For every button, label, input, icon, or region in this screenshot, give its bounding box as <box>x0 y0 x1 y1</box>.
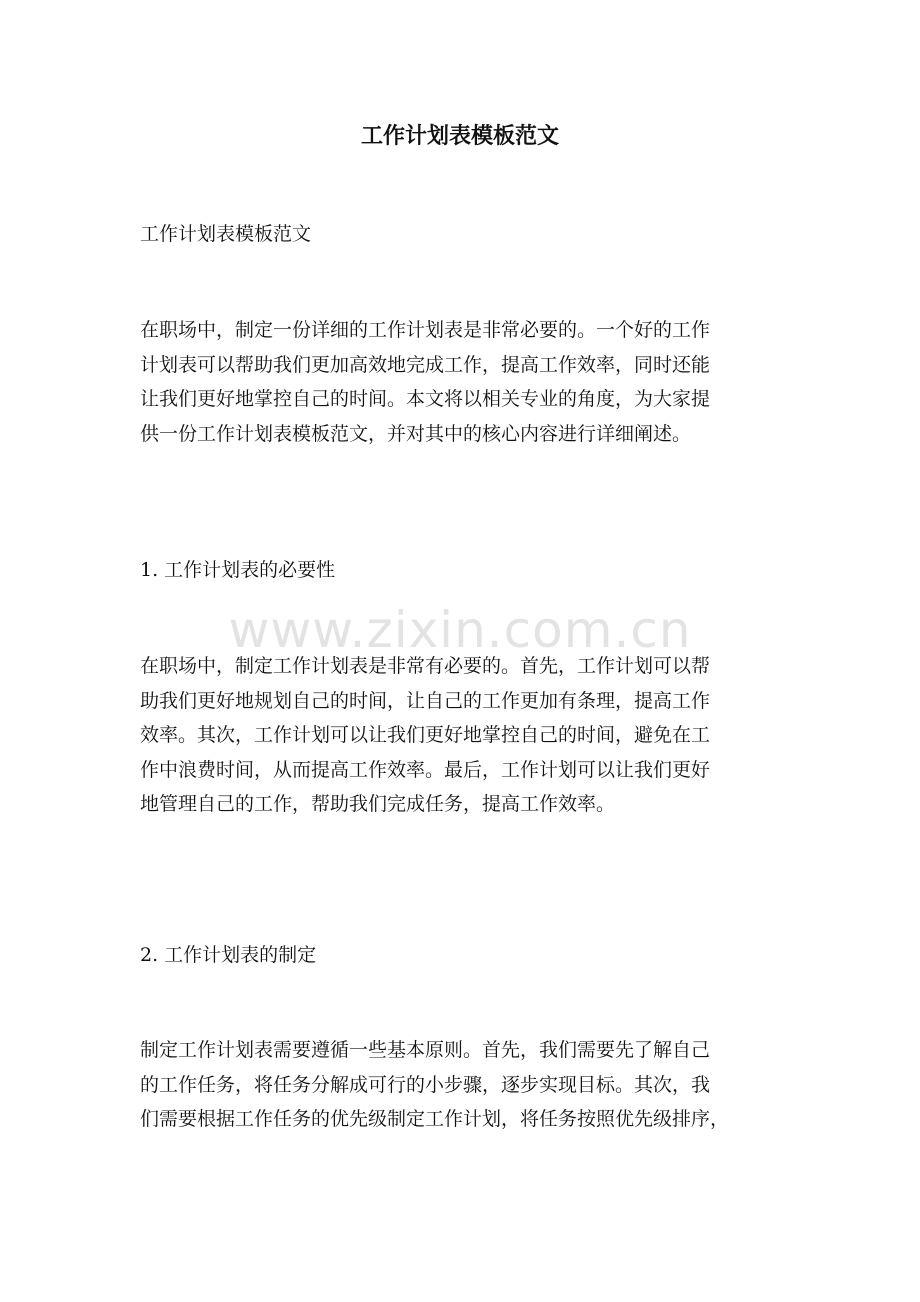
paragraph-line: 的工作任务，将任务分解成可行的小步骤，逐步实现目标。其次，我 <box>140 1073 711 1096</box>
paragraph-line: 计划表可以帮助我们更加高效地完成工作，提高工作效率，同时还能 <box>140 353 711 376</box>
section-1-paragraph <box>140 649 785 822</box>
paragraph-line: 在职场中，制定一份详细的工作计划表是非常必要的。一个好的工作 <box>140 319 711 341</box>
document-title: 工作计划表模板范文 <box>360 123 559 149</box>
paragraph-line: 地管理自己的工作，帮助我们完成任务，提高工作效率。 <box>140 793 616 815</box>
section-heading-2: 2. 工作计划表的制定 <box>140 944 317 966</box>
paragraph-line: 效率。其次，工作计划可以让我们更好地掌控自己的时间，避免在工 <box>140 724 711 746</box>
paragraph-line: 制定工作计划表需要遵循一些基本原则。首先，我们需要先了解自己 <box>140 1039 711 1061</box>
section-heading-1: 1. 工作计划表的必要性 <box>140 559 336 581</box>
paragraph-line: 供一份工作计划表模板范文，并对其中的核心内容进行详细阐述。 <box>140 422 692 445</box>
document-subtitle: 工作计划表模板范文 <box>140 223 312 245</box>
section-2-paragraph <box>140 1033 785 1137</box>
paragraph-line: 在职场中，制定工作计划表是非常有必要的。首先，工作计划可以帮 <box>140 655 711 677</box>
paragraph-line: 作中浪费时间，从而提高工作效率。最后，工作计划可以让我们更好 <box>140 758 711 781</box>
intro-paragraph <box>140 313 785 451</box>
watermark: www.zixin.com.cn <box>228 601 692 659</box>
paragraph-line: 助我们更好地规划自己的时间，让自己的工作更加有条理，提高工作 <box>140 689 711 712</box>
paragraph-line: 让我们更好地掌控自己的时间。本文将以相关专业的角度，为大家提 <box>140 388 711 410</box>
paragraph-line: 们需要根据工作任务的优先级制定工作计划，将任务按照优先级排序， <box>140 1108 730 1130</box>
